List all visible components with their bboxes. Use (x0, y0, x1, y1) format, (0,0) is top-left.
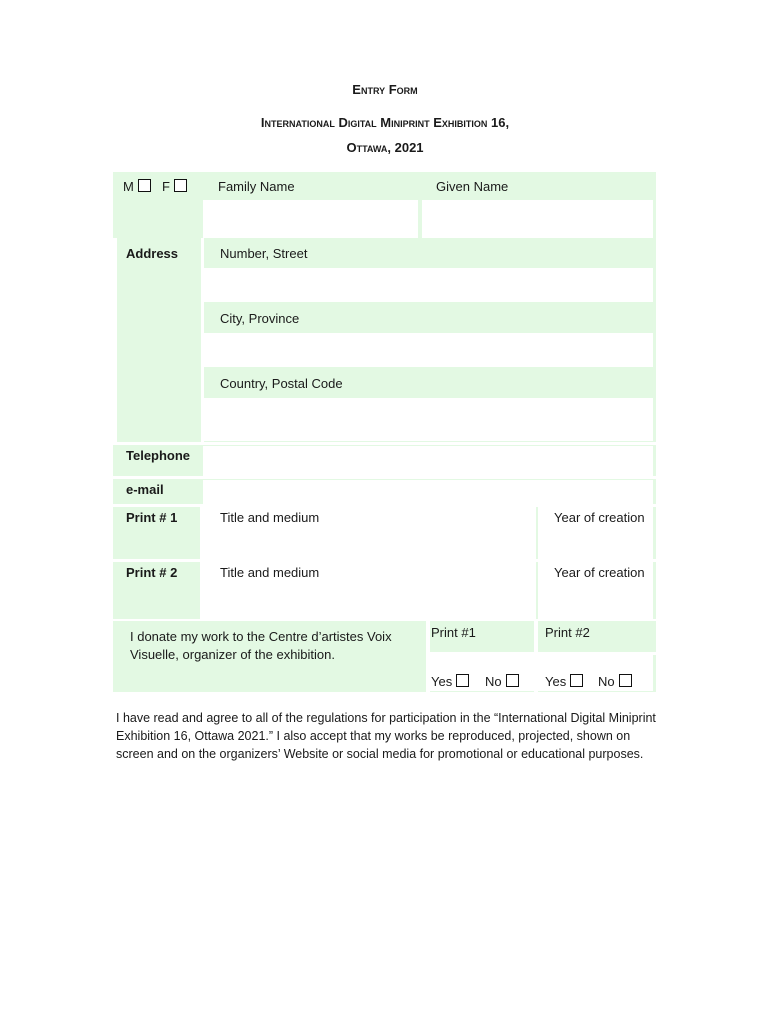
print2-label: Print # 2 (126, 565, 178, 580)
row-separator (113, 476, 656, 479)
family-name-label: Family Name (218, 179, 295, 194)
number-street-field[interactable] (204, 268, 653, 302)
donate-print2-yes-checkbox[interactable] (570, 674, 583, 687)
gender-male-option[interactable] (123, 179, 151, 194)
no-label: No (598, 674, 615, 689)
city-province-field[interactable] (204, 333, 653, 367)
donate-print1-yes-checkbox[interactable] (456, 674, 469, 687)
print1-year-label: Year of creation (554, 510, 645, 525)
print2-title-medium-label: Title and medium (220, 565, 320, 580)
gender-male-checkbox[interactable] (138, 179, 151, 192)
exhibition-title-line2: Ottawa, 2021 (346, 140, 424, 155)
address-left-border (113, 238, 117, 442)
yes-label: Yes (545, 674, 567, 689)
telephone-label: Telephone (126, 448, 191, 463)
print2-year-label: Year of creation (554, 565, 645, 580)
country-postal-field[interactable] (204, 398, 653, 441)
yes-label: Yes (431, 674, 453, 689)
number-street-label: Number, Street (220, 246, 308, 261)
donate-statement: I donate my work to the Centre d’artistes Voix Visuelle, organizer of the exhibition. (130, 629, 392, 662)
gender-female-checkbox[interactable] (174, 179, 187, 192)
family-name-field[interactable] (203, 200, 418, 238)
address-label: Address (126, 246, 179, 261)
donate-print1-label: Print #1 (431, 625, 476, 640)
telephone-field[interactable] (203, 446, 653, 476)
donate-print1-yes[interactable] (431, 674, 469, 689)
donate-print1-no[interactable] (485, 674, 519, 689)
donate-print2-no-checkbox[interactable] (619, 674, 632, 687)
donate-print2-yes[interactable] (545, 674, 583, 689)
gender-female-option[interactable] (162, 179, 187, 194)
country-postal-label: Country, Postal Code (220, 376, 343, 391)
email-field[interactable] (203, 480, 653, 504)
gender-female-label: F (162, 179, 170, 194)
print1-label: Print # 1 (126, 510, 178, 525)
donate-print2-no[interactable] (598, 674, 632, 689)
no-label: No (485, 674, 502, 689)
print1-title-medium-label: Title and medium (220, 510, 320, 525)
donate-print1-no-checkbox[interactable] (506, 674, 519, 687)
given-name-field[interactable] (422, 200, 653, 238)
city-province-label: City, Province (220, 311, 300, 326)
row-separator (113, 619, 656, 621)
form-title: Entry Form (352, 82, 418, 97)
gender-male-label: M (123, 179, 134, 194)
exhibition-title-line1: International Digital Miniprint Exhibition 16, (260, 115, 510, 130)
given-name-label: Given Name (436, 179, 509, 194)
row-separator (113, 442, 656, 445)
agreement-statement: I have read and agree to all of the regulations for participation in the “International Digital Miniprint Exhibition 16, Ottawa 2021.” I also accept that my works be reproduced, projected, shown on screen and on the organizers’ Website or social media for promotional or educational purposes. (116, 711, 656, 761)
donate-print2-label: Print #2 (545, 625, 590, 640)
email-label: e-mail (126, 482, 164, 497)
